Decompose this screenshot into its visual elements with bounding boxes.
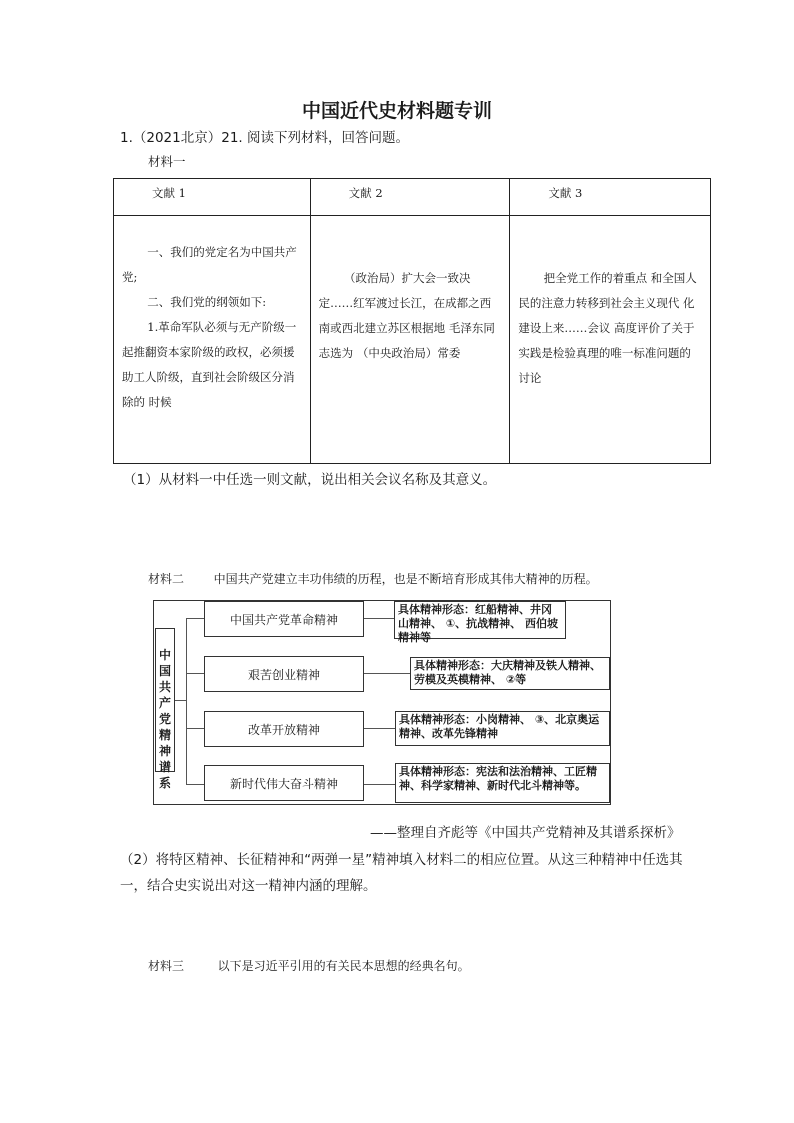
detail-box-hardwork: 具体精神形态：大庆精神及铁人精神、劳模及英模精神、 ②等 [410,657,610,690]
detail-box-revolution: 具体精神形态：红船精神、井冈山精神、 ①、抗战精神、 西伯坡精神等 [394,601,566,639]
doc-header-2: 文献 2 [310,179,510,216]
doc2-text: （政治局）扩大会一致决定……红军渡过长江，在成都之西南或西北建立苏区根据地 毛泽东同志选为 （中央政治局）常委 [318,271,495,360]
link-1 [364,618,394,619]
doc3-text: 把全党工作的着重点 和全国人民的注意力转移到社会主义现代 化建设上来……会议 高度评价了关于实践是检验真理的唯一标准问题的讨论 [518,271,697,385]
doc-header-1: 文献 1 [114,179,311,216]
material-2-text: 中国共产党建立丰功伟绩的历程，也是不断培育形成其伟大精神的历程。 [213,572,598,586]
question-1-sub2: （2）将特区精神、长征精神和“两弹一星”精神填入材料二的相应位置。从这三种精神中任选其一，结合史实说出对这一精神内涵的理解。 [120,852,683,894]
connector-b2 [186,673,204,674]
material-3 [148,957,470,974]
connector-b4 [186,784,204,785]
link-2 [364,673,410,674]
material-3-label: 材料三 [148,959,185,973]
diagram-root-box: 中国共产党精神谱系 [155,628,175,772]
material-2-label: 材料二 [148,572,185,586]
branch-box-hardwork: 艰苦创业精神 [204,656,364,692]
detail-box-reform: 具体精神形态：小岗精神、 ③、北京奥运精神、改革先锋精神 [395,711,610,746]
branch-box-reform: 改革开放精神 [204,711,364,747]
doc1-line3: 1.革命军队必须与无产阶级一起推翻资本家阶级的政权，必须援助工人阶级，直到社会阶级区分消除的 时候 [122,320,297,409]
branch-box-newera: 新时代伟大奋斗精神 [204,765,364,801]
doc-header-3: 文献 3 [510,179,711,216]
doc1-line2: 二、我们党的纲领如下: [147,295,267,309]
connector-trunk [186,618,187,785]
doc-cell-1 [114,216,311,464]
question-1-intro: 1.（2021北京）21. 阅读下列材料，回答问题。 [120,130,409,146]
material-3-text: 以下是习近平引用的有关民本思想的经典名句。 [217,959,470,973]
material-2-source: ——整理自齐彪等《中国共产党精神及其谱系探析》 [370,825,681,841]
link-4 [364,784,395,785]
question-1-sub1: （1）从材料一中任选一则文献，说出相关会议名称及其意义。 [123,472,497,488]
page-title: 中国近代史材料题专训 [301,100,492,122]
detail-box-newera: 具体精神形态：宪法和法治精神、工匠精神、科学家精神、新时代北斗精神等。 [395,763,610,803]
doc-cell-2 [310,216,510,464]
link-3 [364,728,395,729]
material-1-label: 材料一 [148,154,186,169]
doc-cell-3 [510,216,711,464]
doc1-line1: 一、我们的党定名为中国共产党; [122,245,297,284]
branch-box-revolution: 中国共产党革命精神 [204,601,364,637]
connector-b1 [186,618,204,619]
connector-root [175,700,186,701]
material-2 [148,570,598,587]
documents-table [113,178,711,464]
connector-b3 [186,728,204,729]
